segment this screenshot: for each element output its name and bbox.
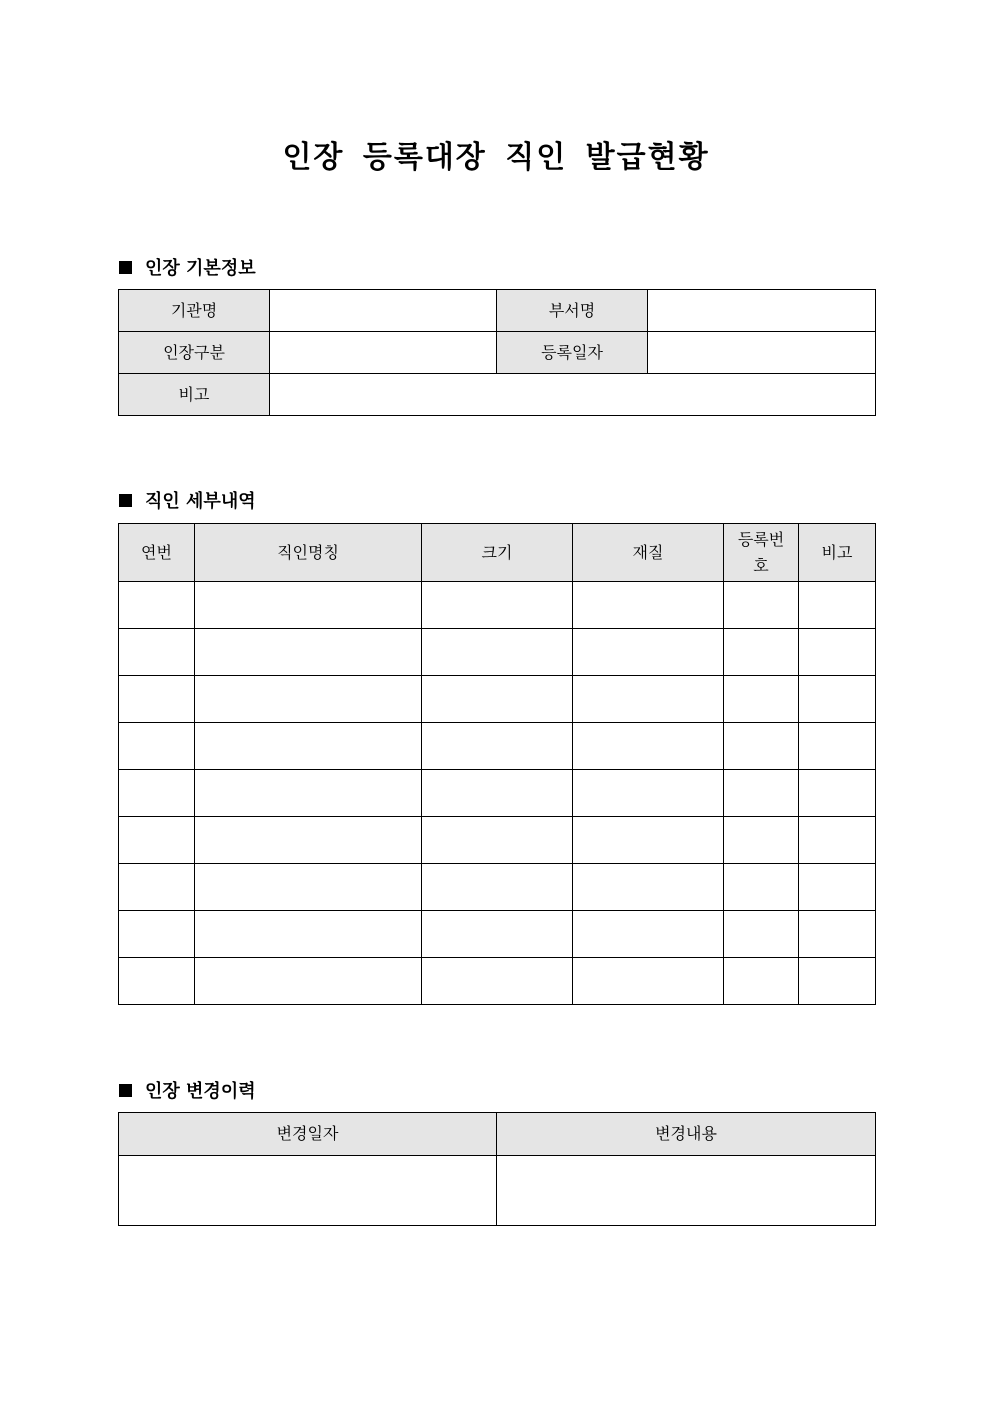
table-row <box>119 582 876 629</box>
table-cell[interactable] <box>195 676 422 723</box>
table-cell[interactable] <box>799 582 876 629</box>
table-cell[interactable] <box>422 817 573 864</box>
label-reg-date: 등록일자 <box>497 332 648 374</box>
table-cell[interactable] <box>119 817 195 864</box>
reg-date-field[interactable] <box>648 332 876 374</box>
table-cell[interactable] <box>119 1156 497 1226</box>
table-cell[interactable] <box>799 723 876 770</box>
table-cell[interactable] <box>195 864 422 911</box>
table-row <box>119 911 876 958</box>
table-cell[interactable] <box>799 629 876 676</box>
table-cell[interactable] <box>119 582 195 629</box>
table-cell[interactable] <box>573 770 724 817</box>
table-cell[interactable] <box>724 582 799 629</box>
table-cell[interactable] <box>724 629 799 676</box>
table-cell[interactable] <box>195 817 422 864</box>
change-history-table <box>118 1112 876 1226</box>
table-cell[interactable] <box>799 817 876 864</box>
column-header: 연번 <box>119 524 195 582</box>
section-heading-basic-info <box>119 254 256 280</box>
table-cell[interactable] <box>497 1156 876 1226</box>
table-cell[interactable] <box>573 911 724 958</box>
column-header: 크기 <box>422 524 573 582</box>
table-cell[interactable] <box>422 676 573 723</box>
org-name-field[interactable] <box>270 290 497 332</box>
table-cell[interactable] <box>119 911 195 958</box>
table-cell[interactable] <box>799 864 876 911</box>
table-cell[interactable] <box>573 723 724 770</box>
table-cell[interactable] <box>422 864 573 911</box>
table-row <box>119 864 876 911</box>
table-row <box>119 676 876 723</box>
column-header: 직인명칭 <box>195 524 422 582</box>
column-header: 등록번호 <box>724 524 799 582</box>
table-cell[interactable] <box>195 582 422 629</box>
table-cell[interactable] <box>195 770 422 817</box>
table-cell[interactable] <box>422 723 573 770</box>
table-cell[interactable] <box>724 911 799 958</box>
table-cell[interactable] <box>724 958 799 1005</box>
table-cell[interactable] <box>799 770 876 817</box>
table-cell[interactable] <box>573 629 724 676</box>
table-cell[interactable] <box>195 723 422 770</box>
table-cell[interactable] <box>573 958 724 1005</box>
seal-details-table <box>118 523 876 1005</box>
table-cell[interactable] <box>573 582 724 629</box>
remarks-field[interactable] <box>270 374 876 416</box>
section-heading-label: 인장 기본정보 <box>145 258 256 279</box>
section-heading-seal-details <box>119 487 256 513</box>
column-header: 변경일자 <box>119 1113 497 1156</box>
seal-type-field[interactable] <box>270 332 497 374</box>
section-heading-change-history <box>119 1077 256 1103</box>
page-title: 인장 등록대장 직인 발급현황 <box>282 140 710 175</box>
section-heading-label: 직인 세부내역 <box>145 491 256 512</box>
table-cell[interactable] <box>573 676 724 723</box>
table-cell[interactable] <box>724 770 799 817</box>
table-cell[interactable] <box>119 864 195 911</box>
table-cell[interactable] <box>422 629 573 676</box>
table-cell[interactable] <box>119 770 195 817</box>
section-heading-label: 인장 변경이력 <box>145 1081 256 1102</box>
table-row <box>119 629 876 676</box>
table-cell[interactable] <box>195 629 422 676</box>
table-cell[interactable] <box>119 629 195 676</box>
square-bullet-icon <box>119 494 132 507</box>
column-header: 재질 <box>573 524 724 582</box>
table-cell[interactable] <box>724 676 799 723</box>
table-cell[interactable] <box>422 958 573 1005</box>
table-cell[interactable] <box>799 911 876 958</box>
column-header: 비고 <box>799 524 876 582</box>
table-cell[interactable] <box>119 676 195 723</box>
table-cell[interactable] <box>573 817 724 864</box>
table-cell[interactable] <box>195 958 422 1005</box>
label-remarks: 비고 <box>119 374 270 416</box>
table-row <box>119 1156 876 1226</box>
table-cell[interactable] <box>119 723 195 770</box>
table-row <box>119 817 876 864</box>
table-cell[interactable] <box>422 770 573 817</box>
basic-info-table <box>118 289 876 416</box>
label-seal-type: 인장구분 <box>119 332 270 374</box>
table-row <box>119 958 876 1005</box>
label-dept-name: 부서명 <box>497 290 648 332</box>
table-cell[interactable] <box>799 676 876 723</box>
square-bullet-icon <box>119 1084 132 1097</box>
column-header: 변경내용 <box>497 1113 876 1156</box>
table-row <box>119 770 876 817</box>
table-cell[interactable] <box>422 582 573 629</box>
table-cell[interactable] <box>724 864 799 911</box>
table-cell[interactable] <box>724 817 799 864</box>
table-cell[interactable] <box>724 723 799 770</box>
table-cell[interactable] <box>195 911 422 958</box>
table-cell[interactable] <box>573 864 724 911</box>
table-cell[interactable] <box>119 958 195 1005</box>
label-org-name: 기관명 <box>119 290 270 332</box>
table-cell[interactable] <box>799 958 876 1005</box>
square-bullet-icon <box>119 261 132 274</box>
table-cell[interactable] <box>422 911 573 958</box>
table-row <box>119 723 876 770</box>
dept-name-field[interactable] <box>648 290 876 332</box>
